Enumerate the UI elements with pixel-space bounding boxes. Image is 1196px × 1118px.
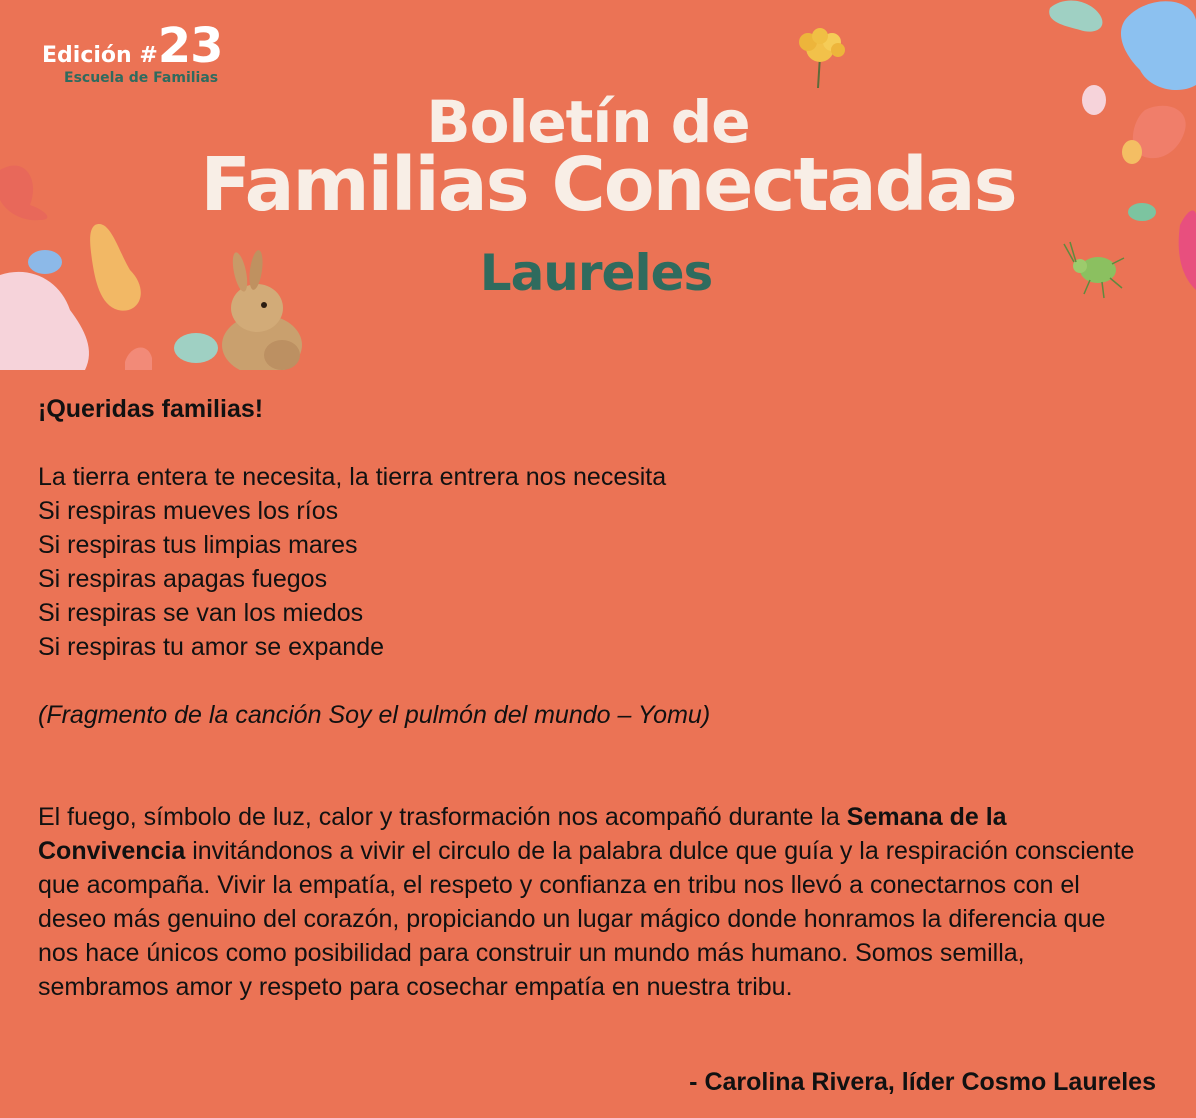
paragraph-intro: El fuego, símbolo de luz, calor y trasformación nos acompañó durante la (38, 803, 847, 831)
greeting: ¡Queridas familias! (38, 395, 264, 423)
newsletter-header (0, 0, 1196, 370)
paragraph-rest: invitándonos a vivir el circulo de la palabra dulce que guía y la respiración consciente que acompaña. Vivir la empatía, el respeto y confianza en tribu nos llevó a conectarnos con el deseo más genuino del corazón, propiciando un lugar mágico donde honramos la diferencia que nos hace únicos como posibilidad para construir un mundo más humano. Somos semilla, sembramos amor y respeto para cosechar empatía en nuestra tribu. (38, 837, 1135, 1001)
poem-fragment (38, 460, 1168, 664)
signature: - Carolina Rivera, líder Cosmo Laureles (689, 1068, 1156, 1096)
edition-label: Edición # (42, 43, 158, 68)
school-name: Escuela de Familias (64, 70, 219, 86)
main-paragraph (38, 800, 1148, 1004)
song-credit: (Fragmento de la canción Soy el pulmón del mundo – Yomu) (38, 701, 711, 729)
poem-line: La tierra entera te necesita, la tierra entrera nos necesita (38, 463, 667, 491)
title-line-2: Familias Conectadas (200, 142, 1016, 228)
title-line-1: Boletín de (426, 88, 750, 156)
poem-line: Si respiras tu amor se expande (38, 633, 385, 661)
yellow-flower-illustration (790, 26, 860, 96)
subtitle: Laureles (479, 244, 713, 302)
edition-badge (42, 18, 223, 74)
paragraph-highlight: Semana de la Convivencia (38, 803, 1007, 865)
newsletter-body (38, 392, 1168, 1004)
poem-line: Si respiras tus limpias mares (38, 531, 358, 559)
poem-line: Si respiras mueves los ríos (38, 497, 339, 525)
edition-number: 23 (157, 18, 223, 74)
poem-line: Si respiras apagas fuegos (38, 565, 328, 593)
poem-line: Si respiras se van los miedos (38, 599, 364, 627)
